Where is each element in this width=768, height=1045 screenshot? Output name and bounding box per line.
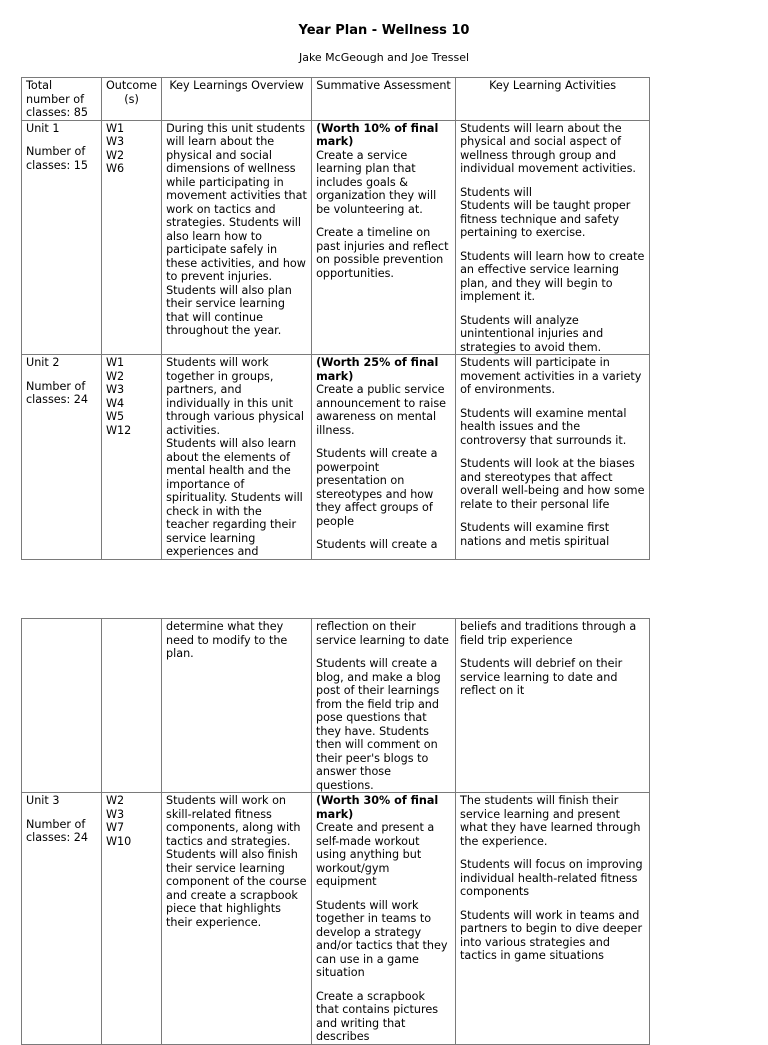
table-row-unit-2 <box>22 355 650 560</box>
assessment-cell <box>312 120 456 355</box>
unit-name: Unit 1 <box>26 121 60 135</box>
outcomes-cell <box>102 619 162 793</box>
assessment-item: Create a service learning plan that includes goals & organization they will be volunteering at. <box>316 148 437 216</box>
assessment-item: Create a timeline on past injuries and reflect on possible prevention opportunities. <box>316 226 449 280</box>
unit-class-count: Number of classes: 15 <box>26 145 89 172</box>
unit-cell <box>22 793 102 1045</box>
activity-item: Students will examine mental health issues and the controversy that surrounds it. <box>460 406 627 447</box>
assessment-item: Students will work together in teams to develop a strategy and/or tactics that they can use in a game situation <box>316 898 448 979</box>
document-authors: Jake McGeough and Joe Tressel <box>298 51 470 64</box>
assessment-cell <box>312 619 456 793</box>
assessment-cell <box>312 355 456 560</box>
document-title: Year Plan - Wellness 10 <box>298 23 470 38</box>
table-header-row <box>22 78 650 121</box>
assessment-item: Students will create a <box>316 538 438 551</box>
activity-item: Students will look at the biases and stereotypes that affect overall well-being and how some relate to their personal life <box>460 457 645 511</box>
activities-cell <box>456 619 650 793</box>
year-plan-table-page-1 <box>21 77 650 560</box>
activity-item: Students will Students will be taught proper fitness technique and safety pertaining to exercise. <box>460 185 631 239</box>
assessment-item: Create and present a self-made workout using anything but workout/gym equipment <box>316 821 435 888</box>
assessment-item: Create a scrapbook that contains pictures and writing that describes <box>316 989 439 1043</box>
activity-item: Students will learn about the physical and social aspect of wellness through group and individual movement activities. <box>460 121 636 175</box>
overview-cell: Students will work on skill-related fitness components, along with tactics and strategies. Students will also finish their service learning component of the course and create a scrapbook piece that highlights their experience. <box>162 793 312 1045</box>
activity-item: beliefs and traditions through a field trip experience <box>460 620 637 647</box>
header-summative-assessment: Summative Assessment <box>312 78 456 121</box>
assessment-weight: (Worth 10% of final mark) <box>316 121 439 148</box>
activity-item: Students will debrief on their service learning to date and reflect on it <box>460 657 623 697</box>
overview-cell: Students will work together in groups, partners, and individually in this unit through various physical activities. Students will also learn about the elements of mental health and the importance of spirituality. Students will check in with the teacher regarding their service learning experiences and <box>162 355 312 560</box>
unit-class-count: Number of classes: 24 <box>26 379 89 406</box>
table-row-unit-1 <box>22 120 650 355</box>
assessment-weight: (Worth 30% of final mark) <box>316 794 439 821</box>
activity-item: Students will examine first nations and metis spiritual <box>460 521 610 548</box>
activity-item: Students will analyze unintentional injuries and strategies to avoid them. <box>460 313 604 354</box>
activity-item: Students will participate in movement activities in a variety of environments. <box>460 356 642 396</box>
header-key-activities: Key Learning Activities <box>456 78 650 121</box>
unit-name: Unit 2 <box>26 356 60 369</box>
unit-cell <box>22 120 102 355</box>
activity-item: Students will learn how to create an effective service learning plan, and they will begin to implement it. <box>460 249 645 303</box>
unit-class-count: Number of classes: 24 <box>26 817 89 844</box>
header-total-classes: Total number of classes: 85 <box>22 78 102 121</box>
outcomes-cell: W1 W2 W3 W4 W5 W12 <box>102 355 162 560</box>
unit-cell <box>22 619 102 793</box>
overview-cell: During this unit students will learn about the physical and social dimensions of wellness while participating in movement activities that work on tactics and strategies. Students will also learn how to participate safely in these activities, and how to prevent injuries. Students will also plan their service learning that will continue throughout the year. <box>162 120 312 355</box>
assessment-weight: (Worth 25% of final mark) <box>316 356 439 383</box>
header-outcomes: Outcome (s) <box>102 78 162 121</box>
header-key-learnings: Key Learnings Overview <box>162 78 312 121</box>
activity-item: Students will work in teams and partners to begin to dive deeper into various strategies and tactics in game situations <box>460 908 643 962</box>
year-plan-table-page-2 <box>21 618 650 1045</box>
assessment-item: reflection on their service learning to date <box>316 620 449 647</box>
unit-cell <box>22 355 102 560</box>
outcomes-cell: W1 W3 W2 W6 <box>102 120 162 355</box>
table-row-unit-3 <box>22 793 650 1045</box>
assessment-item: Students will create a powerpoint presentation on stereotypes and how they affect groups of people <box>316 447 438 528</box>
activities-cell <box>456 120 650 355</box>
assessment-cell <box>312 793 456 1045</box>
unit-name: Unit 3 <box>26 794 60 807</box>
assessment-item: Students will create a blog, and make a blog post of their learnings from the field trip and pose questions that they have. Students then will comment on their peer's blogs to answer those questions. <box>316 657 441 792</box>
activity-item: The students will finish their service learning and present what they have learned through the experience. <box>460 794 641 848</box>
assessment-item: Create a public service announcement to raise awareness on mental illness. <box>316 383 447 437</box>
activity-item: Students will focus on improving individual health-related fitness components <box>460 858 643 898</box>
overview-cell: determine what they need to modify to the plan. <box>162 619 312 793</box>
activities-cell <box>456 793 650 1045</box>
activities-cell <box>456 355 650 560</box>
table-row-unit-2-continued <box>22 619 650 793</box>
outcomes-cell: W2 W3 W7 W10 <box>102 793 162 1045</box>
